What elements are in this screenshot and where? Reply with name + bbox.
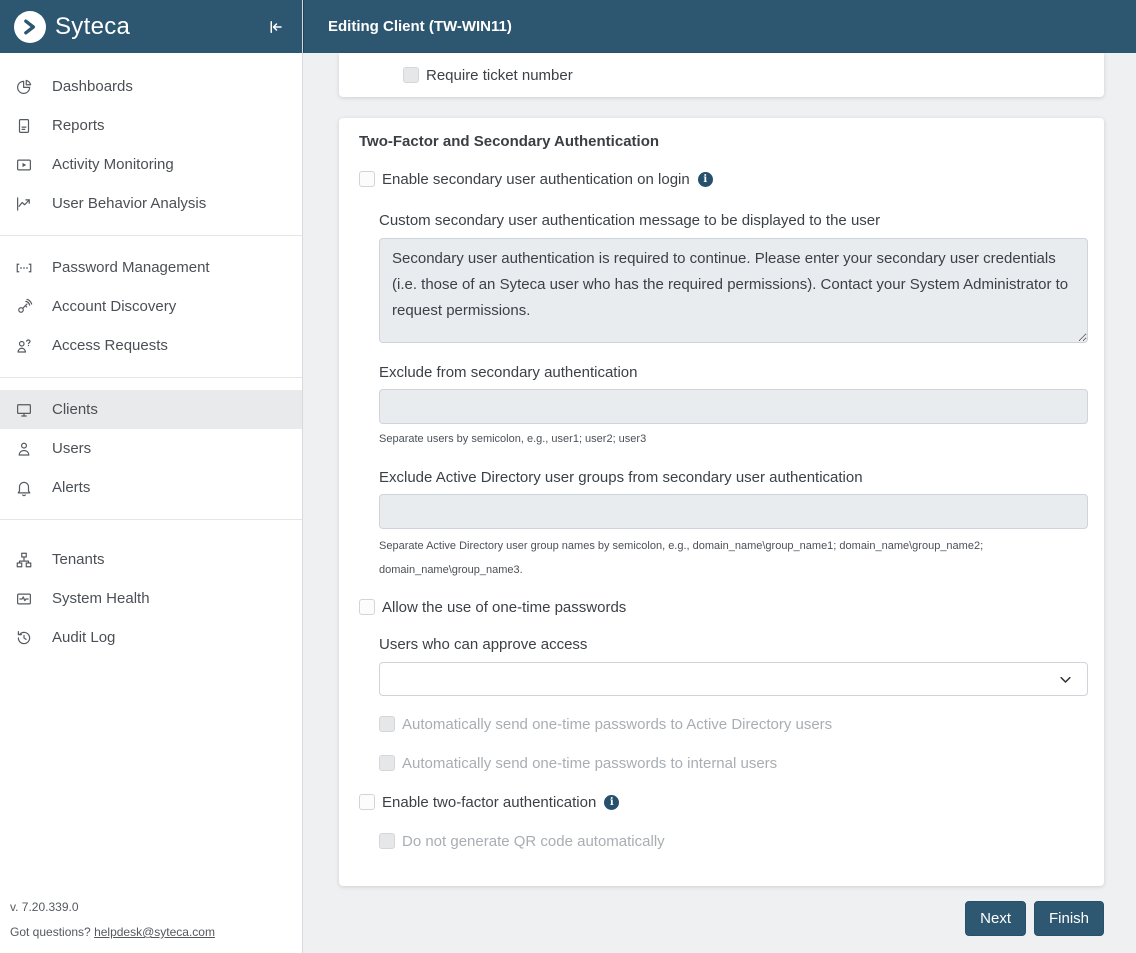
auto-send-internal-row [379, 753, 1084, 773]
require-ticket-label: Require ticket number [426, 66, 573, 84]
sidebar-item-label: Clients [52, 401, 98, 418]
auto-send-ad-checkbox [379, 716, 395, 732]
password-management-icon [14, 258, 34, 278]
sidebar-item-dashboards[interactable] [0, 67, 302, 106]
helpdesk-link[interactable]: helpdesk@syteca.com [94, 925, 215, 939]
enable-secondary-row [359, 169, 1084, 189]
custom-message-label: Custom secondary user authentication message to be displayed to the user [379, 212, 881, 229]
exclude-users-label: Exclude from secondary authentication [379, 364, 638, 381]
sidebar-item-label: User Behavior Analysis [52, 195, 207, 212]
account-discovery-icon [14, 297, 34, 317]
auto-send-internal-checkbox [379, 755, 395, 771]
sidebar [0, 0, 303, 953]
require-ticket-row [403, 65, 573, 85]
info-icon[interactable] [604, 795, 619, 810]
audit-log-icon [14, 628, 34, 648]
collapse-sidebar-icon[interactable] [266, 18, 284, 36]
exclude-ad-groups-input [379, 494, 1088, 529]
wizard-actions [339, 901, 1104, 936]
otp-fields [359, 635, 1084, 773]
main-area [303, 0, 1136, 953]
dashboards-icon [14, 77, 34, 97]
reports-icon [14, 116, 34, 136]
help-line [10, 925, 215, 939]
enable-secondary-label: Enable secondary user authentication on login [382, 170, 690, 188]
finish-button[interactable]: Finish [1034, 901, 1104, 936]
auto-send-internal-label: Automatically send one-time passwords to internal users [402, 754, 778, 772]
hint-line-1: Separate Active Directory user group names by semicolon, e.g., domain_name\group_name1; domain_name\group_name2; [379, 540, 984, 552]
ticket-card [339, 53, 1104, 97]
allow-otp-row [359, 597, 1084, 617]
questions-text: Got questions? [10, 925, 95, 939]
approvers-label: Users who can approve access [379, 636, 588, 653]
sidebar-item-label: Audit Log [52, 629, 116, 646]
topbar [303, 0, 1136, 53]
sidebar-item-label: Access Requests [52, 337, 168, 354]
nav-group-endpoints [0, 378, 302, 520]
sidebar-item-users[interactable] [0, 429, 302, 468]
sidebar-item-label: Activity Monitoring [52, 156, 174, 173]
enable-2fa-checkbox[interactable] [359, 794, 375, 810]
sidebar-item-reports[interactable] [0, 106, 302, 145]
page-title: Editing Client (TW-WIN11) [328, 18, 512, 35]
sidebar-item-label: Alerts [52, 479, 91, 496]
nav-group-system [0, 520, 302, 669]
auto-send-ad-row [379, 714, 1084, 734]
secondary-auth-fields [359, 211, 1084, 582]
activity-monitoring-icon [14, 155, 34, 175]
sidebar-item-activity-monitoring[interactable] [0, 145, 302, 184]
next-button[interactable]: Next [965, 901, 1026, 936]
sidebar-header [0, 0, 302, 53]
nav-group-analytics [0, 55, 302, 236]
info-icon[interactable] [698, 172, 713, 187]
alerts-icon [14, 478, 34, 498]
sidebar-item-label: Password Management [52, 259, 210, 276]
exclude-ad-groups-hint [379, 534, 1084, 582]
version-text: v. 7.20.339.0 [10, 900, 79, 914]
sidebar-item-label: Account Discovery [52, 298, 177, 315]
exclude-ad-groups-label: Exclude Active Directory user groups from secondary user authentication [379, 469, 863, 486]
sidebar-item-label: Reports [52, 117, 105, 134]
two-factor-card [339, 118, 1104, 886]
sidebar-item-label: Users [52, 440, 92, 457]
nav-group-pam [0, 236, 302, 378]
enable-2fa-row [359, 792, 1084, 812]
auto-send-ad-label: Automatically send one-time passwords to Active Directory users [402, 715, 833, 733]
no-qr-label: Do not generate QR code automatically [402, 832, 665, 850]
hint-line-2: domain_name\group_name3. [379, 564, 523, 576]
sidebar-item-alerts[interactable] [0, 468, 302, 507]
sidebar-item-audit-log[interactable] [0, 618, 302, 657]
no-qr-checkbox [379, 833, 395, 849]
system-health-icon [14, 589, 34, 609]
sidebar-item-label: Tenants [52, 551, 105, 568]
approvers-select[interactable] [379, 662, 1088, 696]
tenants-icon [14, 550, 34, 570]
twofa-fields [359, 831, 1084, 851]
custom-message-textarea [379, 238, 1088, 343]
enable-2fa-label: Enable two-factor authentication [382, 793, 597, 811]
sidebar-item-label: System Health [52, 590, 150, 607]
no-qr-row [379, 831, 1084, 851]
access-requests-icon [14, 336, 34, 356]
clients-icon [14, 400, 34, 420]
exclude-users-hint: Separate users by semicolon, e.g., user1; user2; user3 [379, 433, 647, 445]
enable-secondary-checkbox[interactable] [359, 171, 375, 187]
sidebar-item-tenants[interactable] [0, 540, 302, 579]
allow-otp-label: Allow the use of one-time passwords [382, 598, 627, 616]
users-icon [14, 439, 34, 459]
section-title: Two-Factor and Secondary Authentication [359, 133, 660, 150]
sidebar-item-label: Dashboards [52, 78, 133, 95]
user-behavior-analysis-icon [14, 194, 34, 214]
sidebar-item-user-behavior-analysis[interactable] [0, 184, 302, 223]
exclude-users-input [379, 389, 1088, 424]
sidebar-item-account-discovery[interactable] [0, 287, 302, 326]
require-ticket-checkbox [403, 67, 419, 83]
sidebar-item-password-management[interactable] [0, 248, 302, 287]
sidebar-item-clients[interactable] [0, 390, 302, 429]
sidebar-item-system-health[interactable] [0, 579, 302, 618]
sidebar-item-access-requests[interactable] [0, 326, 302, 365]
sidebar-footer [10, 900, 215, 939]
syteca-logo-icon [14, 11, 46, 43]
chevron-down-icon [1058, 672, 1073, 687]
sidebar-nav [0, 53, 302, 669]
content [303, 53, 1136, 953]
allow-otp-checkbox[interactable] [359, 599, 375, 615]
brand-name: Syteca [55, 12, 131, 40]
